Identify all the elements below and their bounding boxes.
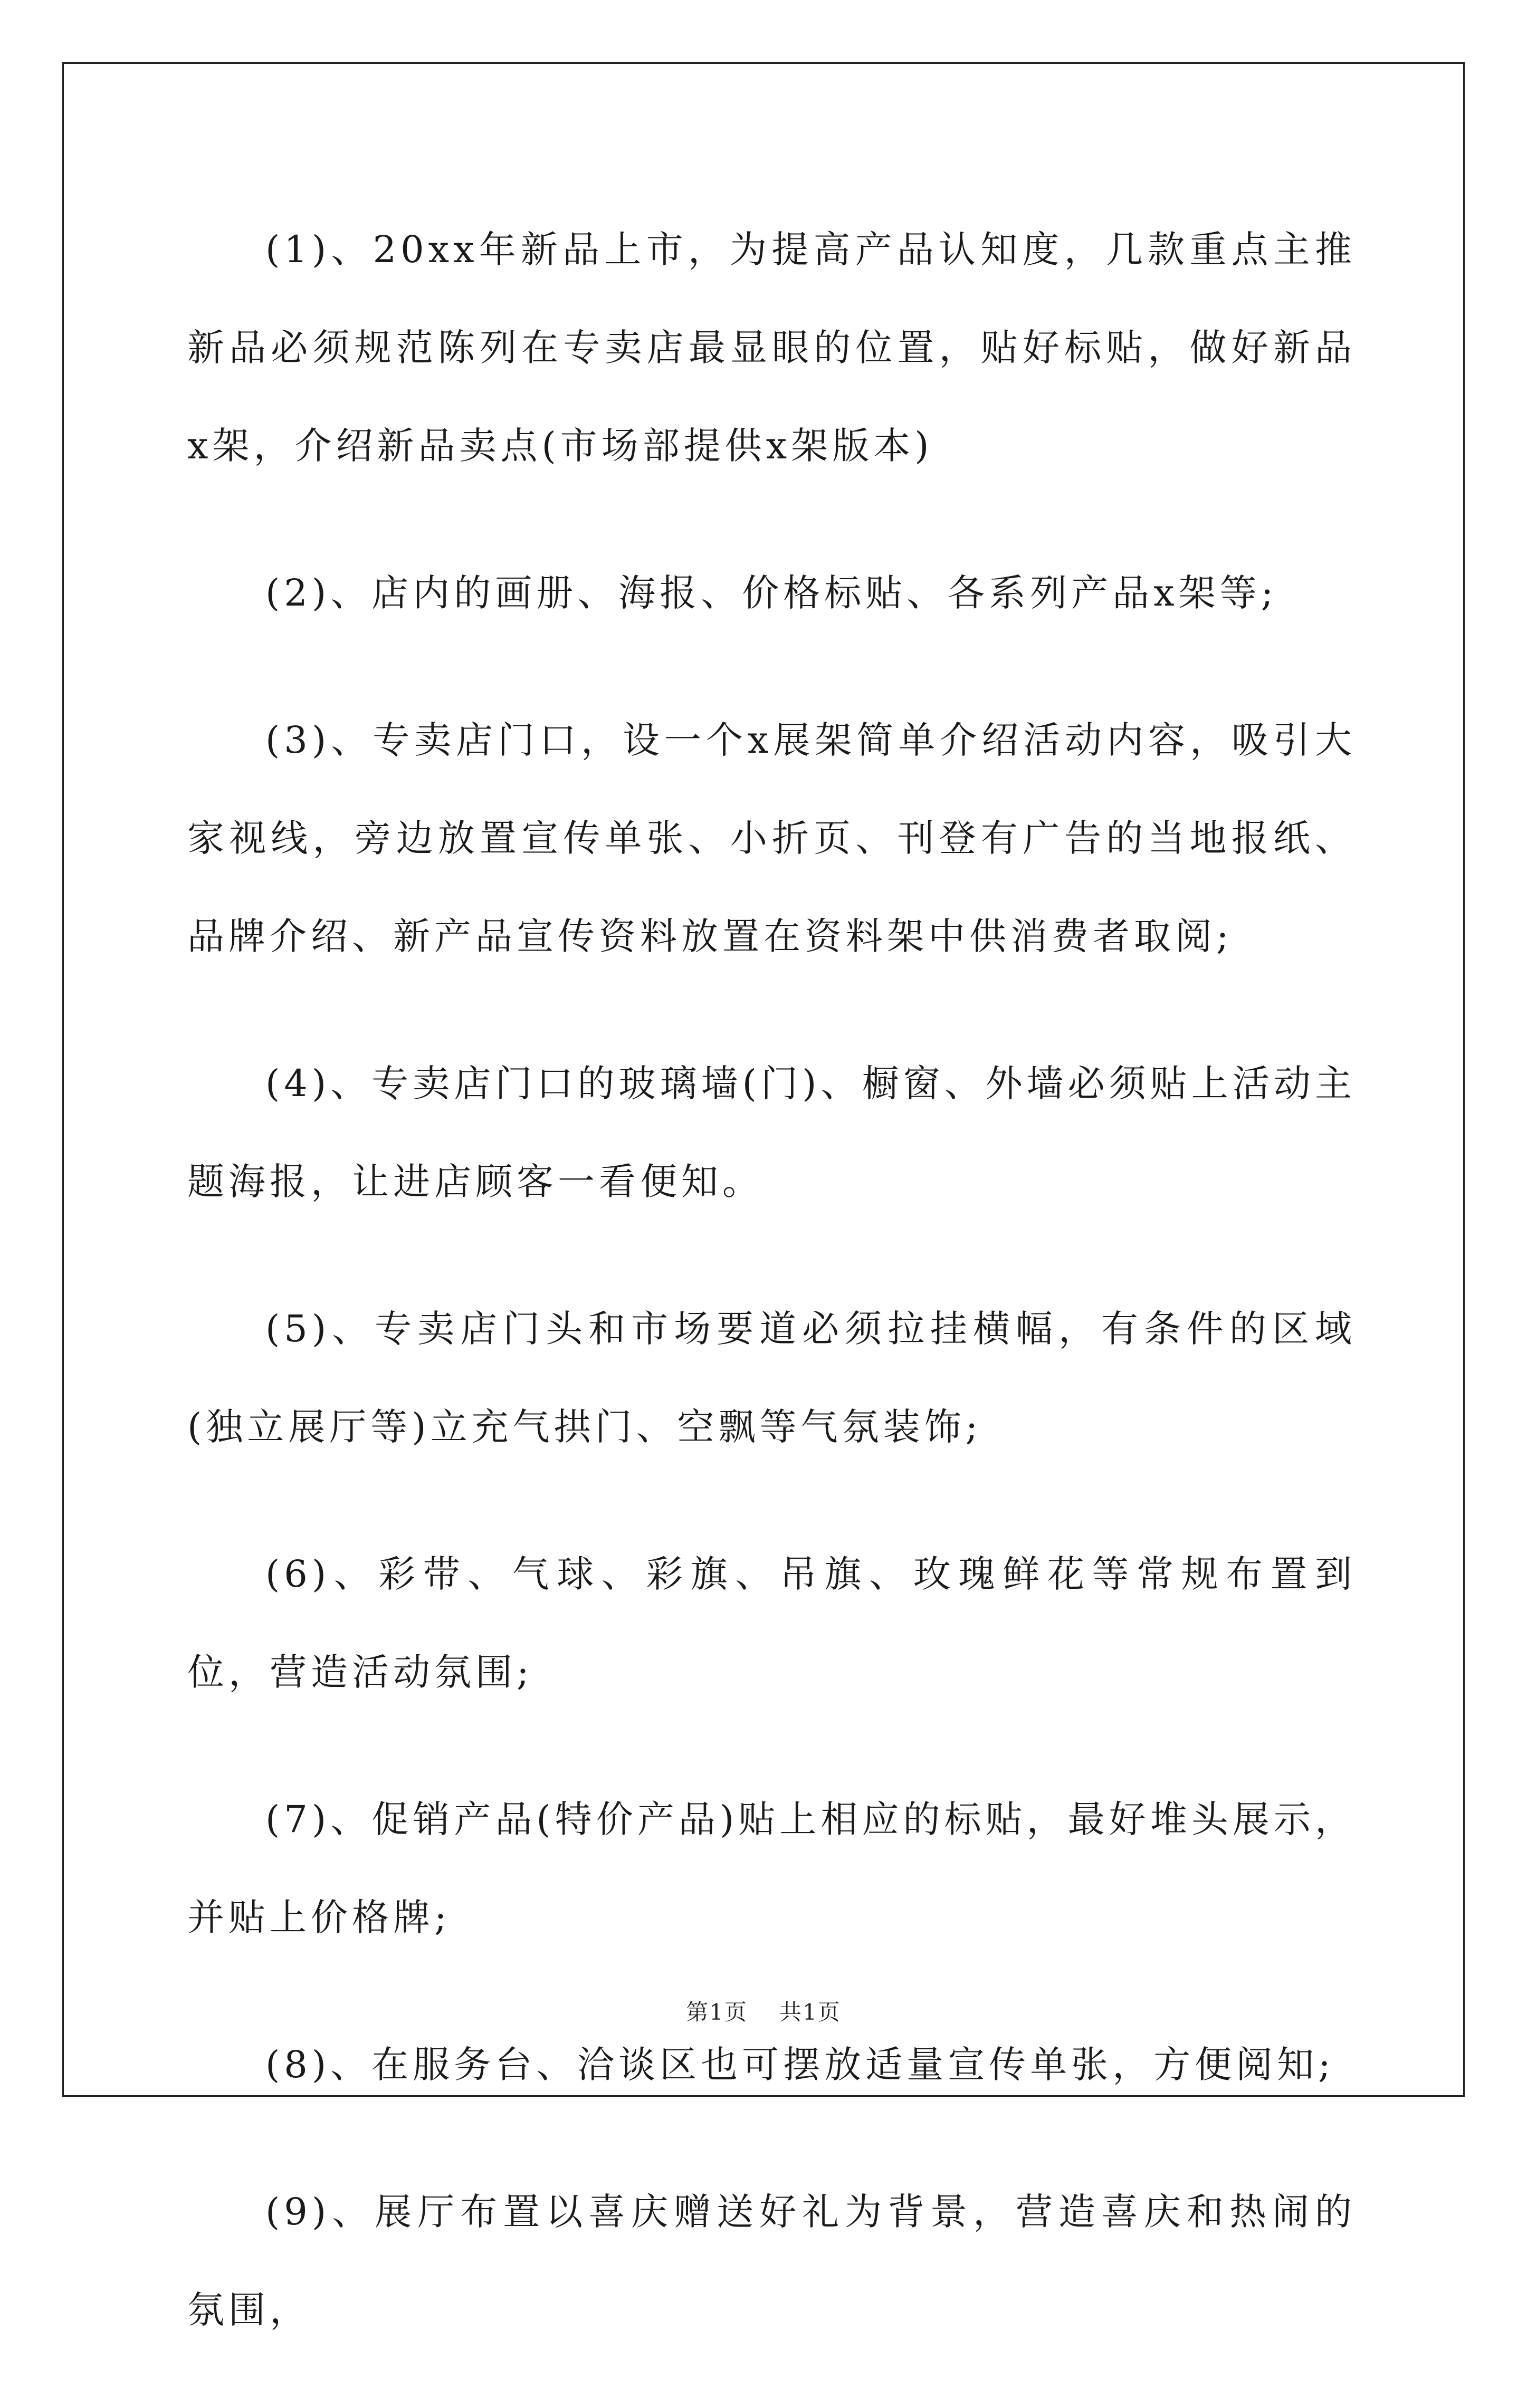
paragraph-2: (2)、店内的画册、海报、价格标贴、各系列产品x架等; bbox=[265, 571, 1278, 615]
document-body bbox=[187, 200, 1356, 2408]
paragraph-9: (9)、展厅布置以喜庆赠送好礼为背景，营造喜庆和热闹的氛围， bbox=[187, 2190, 1356, 2332]
paragraph-7: (7)、促销产品(特价产品)贴上相应的标贴，最好堆头展示，并贴上价格牌; bbox=[187, 1798, 1356, 1939]
paragraph-5: (5)、专卖店门头和市场要道必须拉挂横幅，有条件的区域(独立展厅等)立充气拱门、空飘等气氛装饰; bbox=[187, 1307, 1356, 1448]
page-number: 第1页 bbox=[686, 1999, 748, 2025]
paragraph-8: (8)、在服务台、洽谈区也可摆放适量宣传单张，方便阅知; bbox=[265, 2043, 1335, 2086]
paragraph-1: (1)、20xx年新品上市，为提高产品认知度，几款重点主推新品必须规范陈列在专卖店最显眼的位置，贴好标贴，做好新品x架，介绍新品卖点(市场部提供x架版本) bbox=[187, 228, 1356, 467]
page-footer bbox=[0, 1995, 1527, 2027]
paragraph-4: (4)、专卖店门口的玻璃墙(门)、橱窗、外墙必须贴上活动主题海报，让进店顾客一看便知。 bbox=[187, 1062, 1356, 1203]
paragraph-3: (3)、专卖店门口，设一个x展架简单介绍活动内容，吸引大家视线，旁边放置宣传单张、小折页、刊登有广告的当地报纸、品牌介绍、新产品宣传资料放置在资料架中供消费者取阅; bbox=[187, 718, 1356, 958]
paragraph-6: (6)、彩带、气球、彩旗、吊旗、玫瑰鲜花等常规布置到位，营造活动氛围; bbox=[187, 1552, 1356, 1694]
page-total: 共1页 bbox=[779, 1999, 841, 2025]
